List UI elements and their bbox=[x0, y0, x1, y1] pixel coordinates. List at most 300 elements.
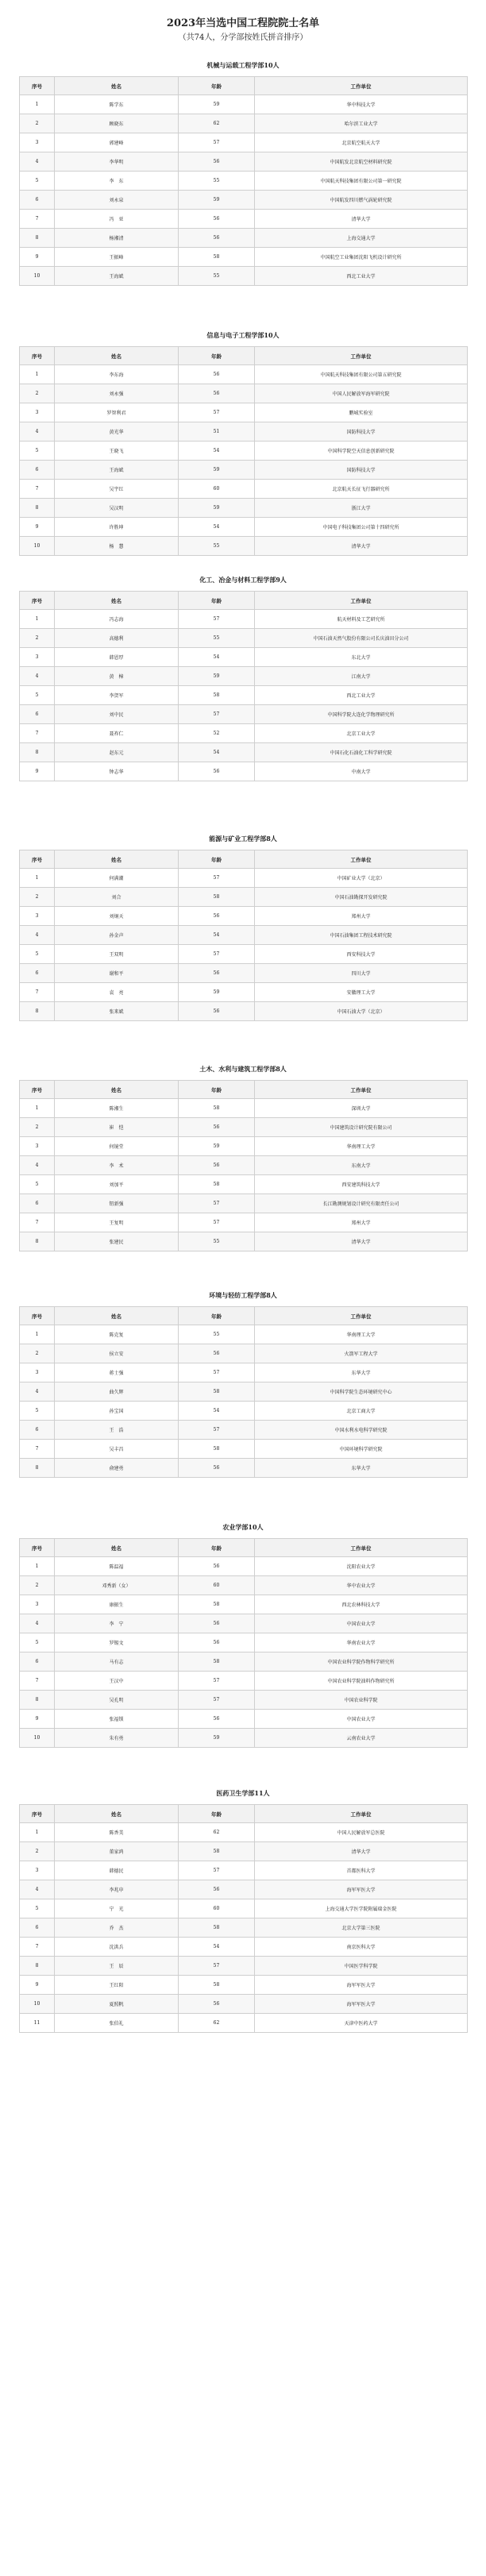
cell-name: 吴孔明 bbox=[55, 1691, 179, 1710]
cell-unit: 郑州大学 bbox=[255, 907, 468, 926]
cell-unit: 西北工业大学 bbox=[255, 686, 468, 705]
cell-name: 李 宁 bbox=[55, 1614, 179, 1633]
cell-unit: 中国航发四川燃气涡轮研究院 bbox=[255, 191, 468, 210]
cell-unit: 中国航天科技集团有限公司第五研究院 bbox=[255, 365, 468, 384]
cell-unit: 中国电子科技集团公司第十四研究所 bbox=[255, 518, 468, 537]
cell-no: 6 bbox=[20, 191, 55, 210]
header-unit: 工作单位 bbox=[255, 347, 468, 365]
cell-unit: 中国人民解放军海军研究院 bbox=[255, 384, 468, 403]
table-row bbox=[20, 229, 468, 248]
cell-name: 马有志 bbox=[55, 1652, 179, 1672]
page-subtitle: （共74人，分学部按姓氏拼音排序） bbox=[178, 33, 308, 42]
cell-unit: 航天材料及工艺研究所 bbox=[255, 610, 468, 629]
table-row bbox=[20, 1156, 468, 1175]
table-row bbox=[20, 610, 468, 629]
table-row bbox=[20, 95, 468, 114]
cell-no: 6 bbox=[20, 461, 55, 480]
cell-name: 王复明 bbox=[55, 1213, 179, 1232]
table-header-row bbox=[20, 592, 468, 610]
cell-age: 58 bbox=[179, 1976, 255, 1995]
table-row bbox=[20, 1137, 468, 1156]
header-age: 年龄 bbox=[179, 77, 255, 95]
cell-no: 7 bbox=[20, 1440, 55, 1459]
cell-age: 56 bbox=[179, 1459, 255, 1478]
cell-age: 54 bbox=[179, 926, 255, 945]
cell-unit: 中国航发北京航空材料研究院 bbox=[255, 152, 468, 172]
cell-no: 5 bbox=[20, 1402, 55, 1421]
cell-age: 62 bbox=[179, 2014, 255, 2033]
header-unit: 工作单位 bbox=[255, 77, 468, 95]
cell-unit: 北京工商大学 bbox=[255, 1402, 468, 1421]
cell-age: 56 bbox=[179, 229, 255, 248]
table-row bbox=[20, 1325, 468, 1344]
cell-age: 57 bbox=[179, 133, 255, 152]
header-age: 年龄 bbox=[179, 1307, 255, 1325]
header-no: 序号 bbox=[20, 1081, 55, 1099]
cell-no: 2 bbox=[20, 384, 55, 403]
cell-name: 侯立安 bbox=[55, 1344, 179, 1363]
header-unit: 工作单位 bbox=[255, 1539, 468, 1557]
cell-name: 钟志华 bbox=[55, 762, 179, 781]
cell-unit: 中国石化石油化工科学研究院 bbox=[255, 743, 468, 762]
cell-name: 冯 亚 bbox=[55, 210, 179, 229]
cell-no: 10 bbox=[20, 537, 55, 556]
cell-age: 57 bbox=[179, 1861, 255, 1880]
cell-age: 57 bbox=[179, 1213, 255, 1232]
table-row bbox=[20, 705, 468, 724]
cell-unit: 中国科学院空天信息创新研究院 bbox=[255, 442, 468, 461]
cell-name: 张福锁 bbox=[55, 1710, 179, 1729]
section-7 bbox=[19, 1516, 467, 1748]
academician-table bbox=[19, 1538, 468, 1748]
cell-name: 孙宝国 bbox=[55, 1402, 179, 1421]
cell-no: 5 bbox=[20, 1175, 55, 1194]
table-row bbox=[20, 667, 468, 686]
header-no: 序号 bbox=[20, 77, 55, 95]
cell-age: 57 bbox=[179, 945, 255, 964]
cell-name: 李东海 bbox=[55, 365, 179, 384]
cell-name: 袁 亮 bbox=[55, 983, 179, 1002]
cell-unit: 郑州大学 bbox=[255, 1213, 468, 1232]
table-row bbox=[20, 1344, 468, 1363]
cell-name: 杨湘清 bbox=[55, 229, 179, 248]
cell-no: 3 bbox=[20, 1595, 55, 1614]
cell-name: 刘永强 bbox=[55, 384, 179, 403]
table-row bbox=[20, 1232, 468, 1251]
cell-age: 51 bbox=[179, 422, 255, 442]
table-row bbox=[20, 114, 468, 133]
table-header-row bbox=[20, 1805, 468, 1823]
cell-no: 8 bbox=[20, 743, 55, 762]
cell-name: 董家鸿 bbox=[55, 1842, 179, 1861]
table-row bbox=[20, 1823, 468, 1842]
cell-age: 57 bbox=[179, 1957, 255, 1976]
cell-no: 5 bbox=[20, 442, 55, 461]
table-row bbox=[20, 724, 468, 743]
section-title: 医药卫生学部11人 bbox=[216, 1789, 270, 1797]
cell-unit: 清华大学 bbox=[255, 210, 468, 229]
cell-no: 1 bbox=[20, 1557, 55, 1576]
cell-unit: 中国科学院生态环境研究中心 bbox=[255, 1382, 468, 1402]
header-name: 姓名 bbox=[55, 850, 179, 869]
cell-name: 何镜堂 bbox=[55, 1137, 179, 1156]
cell-no: 10 bbox=[20, 267, 55, 286]
table-row bbox=[20, 1995, 468, 2014]
section-title: 化工、冶金与材料工程学部9人 bbox=[199, 576, 287, 584]
cell-name: 谢和平 bbox=[55, 964, 179, 983]
cell-name: 陈克复 bbox=[55, 1325, 179, 1344]
cell-age: 54 bbox=[179, 1938, 255, 1957]
table-row bbox=[20, 422, 468, 442]
cell-name: 韩德民 bbox=[55, 1861, 179, 1880]
section-3 bbox=[19, 569, 467, 781]
cell-unit: 中国建筑设计研究院有限公司 bbox=[255, 1118, 468, 1137]
table-row bbox=[20, 1440, 468, 1459]
cell-age: 58 bbox=[179, 1842, 255, 1861]
cell-age: 58 bbox=[179, 1440, 255, 1459]
cell-unit: 西北工业大学 bbox=[255, 267, 468, 286]
cell-no: 3 bbox=[20, 648, 55, 667]
cell-age: 59 bbox=[179, 191, 255, 210]
cell-unit: 西安建筑科技大学 bbox=[255, 1175, 468, 1194]
cell-age: 59 bbox=[179, 667, 255, 686]
cell-name: 赵东元 bbox=[55, 743, 179, 762]
cell-unit: 清华大学 bbox=[255, 1232, 468, 1251]
cell-age: 60 bbox=[179, 1576, 255, 1595]
cell-age: 55 bbox=[179, 629, 255, 648]
table-row bbox=[20, 461, 468, 480]
cell-unit: 中国农业大学 bbox=[255, 1614, 468, 1633]
cell-name: 吴汉明 bbox=[55, 499, 179, 518]
cell-no: 8 bbox=[20, 499, 55, 518]
cell-unit: 鹏城实验室 bbox=[255, 403, 468, 422]
cell-unit: 国防科技大学 bbox=[255, 461, 468, 480]
cell-name: 陈学东 bbox=[55, 95, 179, 114]
cell-age: 57 bbox=[179, 1691, 255, 1710]
academician-table bbox=[19, 1804, 468, 2033]
cell-name: 王 浩 bbox=[55, 1421, 179, 1440]
cell-age: 54 bbox=[179, 1402, 255, 1421]
cell-name: 韩恩厚 bbox=[55, 648, 179, 667]
section-title: 农业学部10人 bbox=[222, 1523, 264, 1531]
table-row bbox=[20, 1363, 468, 1382]
cell-unit: 东南大学 bbox=[255, 1156, 468, 1175]
table-row bbox=[20, 1976, 468, 1995]
cell-no: 1 bbox=[20, 1099, 55, 1118]
header-no: 序号 bbox=[20, 592, 55, 610]
cell-age: 52 bbox=[179, 724, 255, 743]
cell-name: 许胜坤 bbox=[55, 518, 179, 537]
cell-name: 王海斌 bbox=[55, 461, 179, 480]
cell-name: 崔 恺 bbox=[55, 1118, 179, 1137]
cell-no: 1 bbox=[20, 1823, 55, 1842]
cell-unit: 浙江大学 bbox=[255, 499, 468, 518]
section-4 bbox=[19, 827, 467, 1021]
header-unit: 工作单位 bbox=[255, 850, 468, 869]
cell-unit: 云南农业大学 bbox=[255, 1729, 468, 1748]
cell-no: 5 bbox=[20, 1633, 55, 1652]
header-name: 姓名 bbox=[55, 77, 179, 95]
cell-no: 8 bbox=[20, 1002, 55, 1021]
table-row bbox=[20, 888, 468, 907]
cell-no: 6 bbox=[20, 1919, 55, 1938]
cell-no: 6 bbox=[20, 1652, 55, 1672]
table-row bbox=[20, 267, 468, 286]
cell-name: 郭建峰 bbox=[55, 133, 179, 152]
cell-unit: 中国水利水电科学研究院 bbox=[255, 1421, 468, 1440]
cell-unit: 中国石油天然气股份有限公司长庆油田分公司 bbox=[255, 629, 468, 648]
table-row bbox=[20, 1194, 468, 1213]
cell-no: 10 bbox=[20, 1729, 55, 1748]
cell-name: 蒋士强 bbox=[55, 1363, 179, 1382]
cell-unit: 华中科技大学 bbox=[255, 95, 468, 114]
cell-unit: 华南理工大学 bbox=[255, 1325, 468, 1344]
cell-age: 60 bbox=[179, 480, 255, 499]
cell-name: 吴宇红 bbox=[55, 480, 179, 499]
cell-name: 朱有勇 bbox=[55, 1729, 179, 1748]
header-name: 姓名 bbox=[55, 347, 179, 365]
cell-age: 57 bbox=[179, 1421, 255, 1440]
cell-age: 56 bbox=[179, 1118, 255, 1137]
table-row bbox=[20, 1861, 468, 1880]
table-row bbox=[20, 1842, 468, 1861]
cell-no: 6 bbox=[20, 964, 55, 983]
cell-age: 54 bbox=[179, 743, 255, 762]
header-name: 姓名 bbox=[55, 1805, 179, 1823]
table-row bbox=[20, 403, 468, 422]
table-row bbox=[20, 1213, 468, 1232]
cell-name: 王海斌 bbox=[55, 267, 179, 286]
cell-no: 2 bbox=[20, 1344, 55, 1363]
cell-no: 8 bbox=[20, 1957, 55, 1976]
cell-unit: 清华大学 bbox=[255, 537, 468, 556]
cell-name: 李华明 bbox=[55, 152, 179, 172]
cell-name: 何满潮 bbox=[55, 869, 179, 888]
table-row bbox=[20, 945, 468, 964]
cell-unit: 中国环境科学研究院 bbox=[255, 1440, 468, 1459]
table-row bbox=[20, 1099, 468, 1118]
cell-name: 王晓飞 bbox=[55, 442, 179, 461]
cell-name: 杨 慧 bbox=[55, 537, 179, 556]
cell-name: 陈温福 bbox=[55, 1557, 179, 1576]
cell-name: 黄光华 bbox=[55, 422, 179, 442]
page-title: 2023年当选中国工程院院士名单 bbox=[166, 17, 320, 29]
cell-age: 56 bbox=[179, 964, 255, 983]
cell-age: 62 bbox=[179, 114, 255, 133]
cell-unit: 国防科技大学 bbox=[255, 422, 468, 442]
cell-no: 2 bbox=[20, 1576, 55, 1595]
table-row bbox=[20, 1175, 468, 1194]
cell-unit: 中南大学 bbox=[255, 762, 468, 781]
cell-name: 曲久辉 bbox=[55, 1382, 179, 1402]
cell-unit: 中国人民解放军总医院 bbox=[255, 1823, 468, 1842]
table-row bbox=[20, 1957, 468, 1976]
cell-age: 54 bbox=[179, 518, 255, 537]
header-unit: 工作单位 bbox=[255, 1805, 468, 1823]
cell-unit: 清华大学 bbox=[255, 1842, 468, 1861]
cell-no: 6 bbox=[20, 1194, 55, 1213]
cell-name: 张来斌 bbox=[55, 1002, 179, 1021]
table-row bbox=[20, 1919, 468, 1938]
section-8 bbox=[19, 1782, 467, 2033]
table-row bbox=[20, 499, 468, 518]
academician-table bbox=[19, 76, 468, 286]
cell-unit: 北京航空航天大学 bbox=[255, 133, 468, 152]
cell-unit: 深圳大学 bbox=[255, 1099, 468, 1118]
cell-no: 7 bbox=[20, 1213, 55, 1232]
cell-unit: 中国科学院大连化学物理研究所 bbox=[255, 705, 468, 724]
cell-no: 2 bbox=[20, 1842, 55, 1861]
table-row bbox=[20, 384, 468, 403]
cell-no: 6 bbox=[20, 1421, 55, 1440]
cell-age: 59 bbox=[179, 1137, 255, 1156]
cell-unit: 华南理工大学 bbox=[255, 1137, 468, 1156]
cell-no: 6 bbox=[20, 705, 55, 724]
cell-no: 4 bbox=[20, 1156, 55, 1175]
table-row bbox=[20, 2014, 468, 2033]
header-no: 序号 bbox=[20, 850, 55, 869]
table-row bbox=[20, 1421, 468, 1440]
table-row bbox=[20, 1880, 468, 1899]
cell-age: 56 bbox=[179, 1557, 255, 1576]
cell-no: 2 bbox=[20, 888, 55, 907]
cell-unit: 北京航天长征飞行器研究所 bbox=[255, 480, 468, 499]
academician-table bbox=[19, 850, 468, 1021]
cell-no: 9 bbox=[20, 1710, 55, 1729]
table-header-row bbox=[20, 1539, 468, 1557]
cell-age: 58 bbox=[179, 1382, 255, 1402]
cell-name: 陈香美 bbox=[55, 1823, 179, 1842]
cell-name: 高德利 bbox=[55, 629, 179, 648]
cell-unit: 上海交通大学 bbox=[255, 229, 468, 248]
cell-name: 刘炯天 bbox=[55, 907, 179, 926]
header-no: 序号 bbox=[20, 1539, 55, 1557]
cell-name: 黄 樟 bbox=[55, 667, 179, 686]
cell-no: 7 bbox=[20, 724, 55, 743]
cell-unit: 中国石油勘探开发研究院 bbox=[255, 888, 468, 907]
cell-no: 4 bbox=[20, 1614, 55, 1633]
table-row bbox=[20, 172, 468, 191]
cell-no: 11 bbox=[20, 2014, 55, 2033]
cell-age: 54 bbox=[179, 442, 255, 461]
cell-age: 57 bbox=[179, 705, 255, 724]
cell-no: 4 bbox=[20, 422, 55, 442]
cell-no: 8 bbox=[20, 1459, 55, 1478]
table-header-row bbox=[20, 1307, 468, 1325]
cell-unit: 华中农业大学 bbox=[255, 1576, 468, 1595]
cell-no: 9 bbox=[20, 248, 55, 267]
cell-age: 59 bbox=[179, 461, 255, 480]
cell-age: 55 bbox=[179, 537, 255, 556]
table-row bbox=[20, 1633, 468, 1652]
cell-no: 10 bbox=[20, 1995, 55, 2014]
table-header-row bbox=[20, 850, 468, 869]
cell-name: 李 术 bbox=[55, 1156, 179, 1175]
table-row bbox=[20, 1459, 468, 1478]
cell-unit: 东华大学 bbox=[255, 1459, 468, 1478]
table-row bbox=[20, 1002, 468, 1021]
cell-unit: 沈阳农业大学 bbox=[255, 1557, 468, 1576]
cell-unit: 火箭军工程大学 bbox=[255, 1344, 468, 1363]
academician-table bbox=[19, 1080, 468, 1251]
academician-table bbox=[19, 346, 468, 556]
cell-name: 李 东 bbox=[55, 172, 179, 191]
cell-age: 59 bbox=[179, 95, 255, 114]
cell-age: 55 bbox=[179, 1325, 255, 1344]
cell-age: 58 bbox=[179, 686, 255, 705]
cell-age: 58 bbox=[179, 1595, 255, 1614]
cell-name: 刘加平 bbox=[55, 1175, 179, 1194]
cell-age: 62 bbox=[179, 1823, 255, 1842]
cell-unit: 中国农业大学 bbox=[255, 1710, 468, 1729]
cell-no: 2 bbox=[20, 114, 55, 133]
table-row bbox=[20, 1614, 468, 1633]
cell-no: 1 bbox=[20, 610, 55, 629]
cell-unit: 南京医科大学 bbox=[255, 1938, 468, 1957]
cell-unit: 上海交通大学医学院附属瑞金医院 bbox=[255, 1899, 468, 1919]
cell-age: 56 bbox=[179, 384, 255, 403]
cell-unit: 长江勘测规划设计研究有限责任公司 bbox=[255, 1194, 468, 1213]
header-unit: 工作单位 bbox=[255, 1081, 468, 1099]
header-age: 年龄 bbox=[179, 1539, 255, 1557]
cell-unit: 中国农业科学院作物科学研究所 bbox=[255, 1652, 468, 1672]
cell-age: 55 bbox=[179, 172, 255, 191]
cell-name: 刘中民 bbox=[55, 705, 179, 724]
table-row bbox=[20, 1729, 468, 1748]
cell-age: 56 bbox=[179, 1002, 255, 1021]
cell-name: 刘永泉 bbox=[55, 191, 179, 210]
cell-unit: 海军军医大学 bbox=[255, 1880, 468, 1899]
cell-unit: 华南农业大学 bbox=[255, 1633, 468, 1652]
table-row bbox=[20, 1382, 468, 1402]
table-row bbox=[20, 1652, 468, 1672]
cell-age: 56 bbox=[179, 1633, 255, 1652]
table-row bbox=[20, 1118, 468, 1137]
cell-age: 56 bbox=[179, 907, 255, 926]
header-no: 序号 bbox=[20, 1805, 55, 1823]
cell-age: 59 bbox=[179, 983, 255, 1002]
cell-no: 1 bbox=[20, 95, 55, 114]
table-row bbox=[20, 686, 468, 705]
cell-unit: 四川大学 bbox=[255, 964, 468, 983]
cell-name: 王双明 bbox=[55, 945, 179, 964]
cell-age: 57 bbox=[179, 403, 255, 422]
cell-age: 56 bbox=[179, 1995, 255, 2014]
cell-unit: 中国医学科学院 bbox=[255, 1957, 468, 1976]
table-row bbox=[20, 1938, 468, 1957]
cell-no: 2 bbox=[20, 1118, 55, 1137]
cell-no: 7 bbox=[20, 1672, 55, 1691]
cell-name: 乔 杰 bbox=[55, 1919, 179, 1938]
cell-no: 9 bbox=[20, 762, 55, 781]
table-row bbox=[20, 1595, 468, 1614]
cell-unit: 江南大学 bbox=[255, 667, 468, 686]
cell-name: 王 辰 bbox=[55, 1957, 179, 1976]
cell-no: 5 bbox=[20, 945, 55, 964]
table-row bbox=[20, 1402, 468, 1421]
cell-age: 56 bbox=[179, 365, 255, 384]
cell-no: 8 bbox=[20, 229, 55, 248]
section-title: 土木、水利与建筑工程学部8人 bbox=[199, 1065, 287, 1073]
table-row bbox=[20, 1576, 468, 1595]
cell-no: 5 bbox=[20, 1899, 55, 1919]
cell-name: 钮新强 bbox=[55, 1194, 179, 1213]
cell-name: 张建民 bbox=[55, 1232, 179, 1251]
section-title: 信息与电子工程学部10人 bbox=[206, 331, 280, 339]
cell-name: 张伯礼 bbox=[55, 2014, 179, 2033]
cell-no: 2 bbox=[20, 629, 55, 648]
cell-age: 57 bbox=[179, 1363, 255, 1382]
